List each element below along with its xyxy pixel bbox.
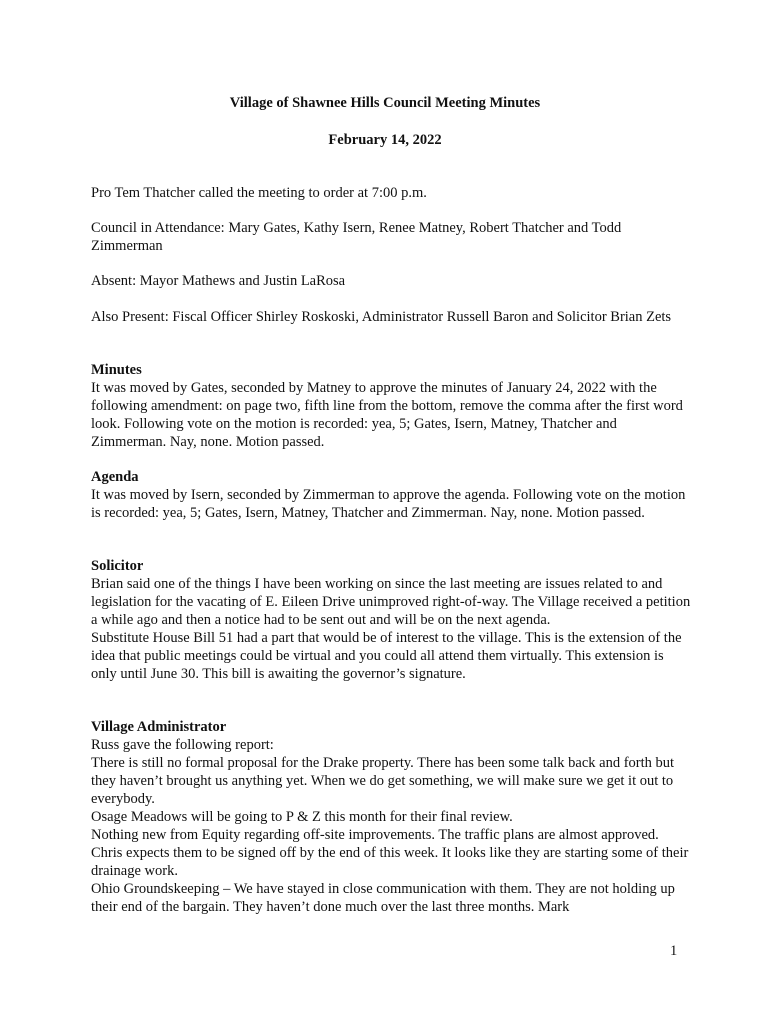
administrator-paragraph: There is still no formal proposal for the Drake property. There has been some talk back and forth but they haven’t brought us anything yet. When we do get something, we will make sure we get it out to everybody. <box>91 755 675 807</box>
solicitor-paragraph: Brian said one of the things I have been working on since the last meeting are issues related to and legislation for the vacating of E. Eileen Drive unimproved right-of-way. The Village received a petition a while ago and then a notice had to be sent out and will be on the next agenda. <box>91 576 691 628</box>
administrator-paragraph: Russ gave the following report: <box>91 737 274 753</box>
agenda-section <box>91 468 691 522</box>
call-to-order: Pro Tem Thatcher called the meeting to order at 7:00 p.m. <box>91 185 427 201</box>
section-heading-administrator: Village Administrator <box>91 719 227 735</box>
document-title: Village of Shawnee Hills Council Meeting Minutes <box>229 95 541 111</box>
document-date: February 14, 2022 <box>328 132 442 148</box>
administrator-paragraph: Ohio Groundskeeping – We have stayed in close communication with them. They are not holding up their end of the bargain. They haven’t done much over the last three months. Mark <box>91 881 675 915</box>
section-heading-agenda: Agenda <box>91 469 139 485</box>
agenda-text: It was moved by Isern, seconded by Zimmerman to approve the agenda. Following vote on the motion is recorded: yea, 5; Gates, Isern, Matney, Thatcher and Zimmerman. Nay, none. Motion passed. <box>91 487 686 521</box>
absent: Absent: Mayor Mathews and Justin LaRosa <box>91 273 346 289</box>
section-heading-minutes: Minutes <box>91 362 142 378</box>
page-number: 1 <box>670 943 678 959</box>
section-heading-solicitor: Solicitor <box>91 558 144 574</box>
solicitor-paragraph: Substitute House Bill 51 had a part that would be of interest to the village. This is the extension of the idea that public meetings could be virtual and you could all attend them virtually. This extension is only until June 30. This bill is awaiting the governor’s signature. <box>91 630 682 682</box>
administrator-paragraph: Nothing new from Equity regarding off-site improvements. The traffic plans are almost approved. Chris expects them to be signed off by the end of this week. It looks like they are starting some of their drainage work. <box>91 827 689 879</box>
administrator-section <box>91 718 691 916</box>
solicitor-section <box>91 557 691 683</box>
also-present: Also Present: Fiscal Officer Shirley Roskoski, Administrator Russell Baron and Solicitor Brian Zets <box>91 309 672 325</box>
attendance: Council in Attendance: Mary Gates, Kathy Isern, Renee Matney, Robert Thatcher and Todd Zimmerman <box>91 220 622 254</box>
minutes-text: It was moved by Gates, seconded by Matney to approve the minutes of January 24, 2022 with the following amendment: on page two, fifth line from the bottom, remove the comma after the first word look. Following vote on the motion is recorded: yea, 5; Gates, Isern, Matney, Thatcher and Zimmerman. Nay, none. Motion passed. <box>91 380 683 450</box>
administrator-paragraph: Osage Meadows will be going to P & Z this month for their final review. <box>91 809 513 825</box>
minutes-section <box>91 361 691 451</box>
